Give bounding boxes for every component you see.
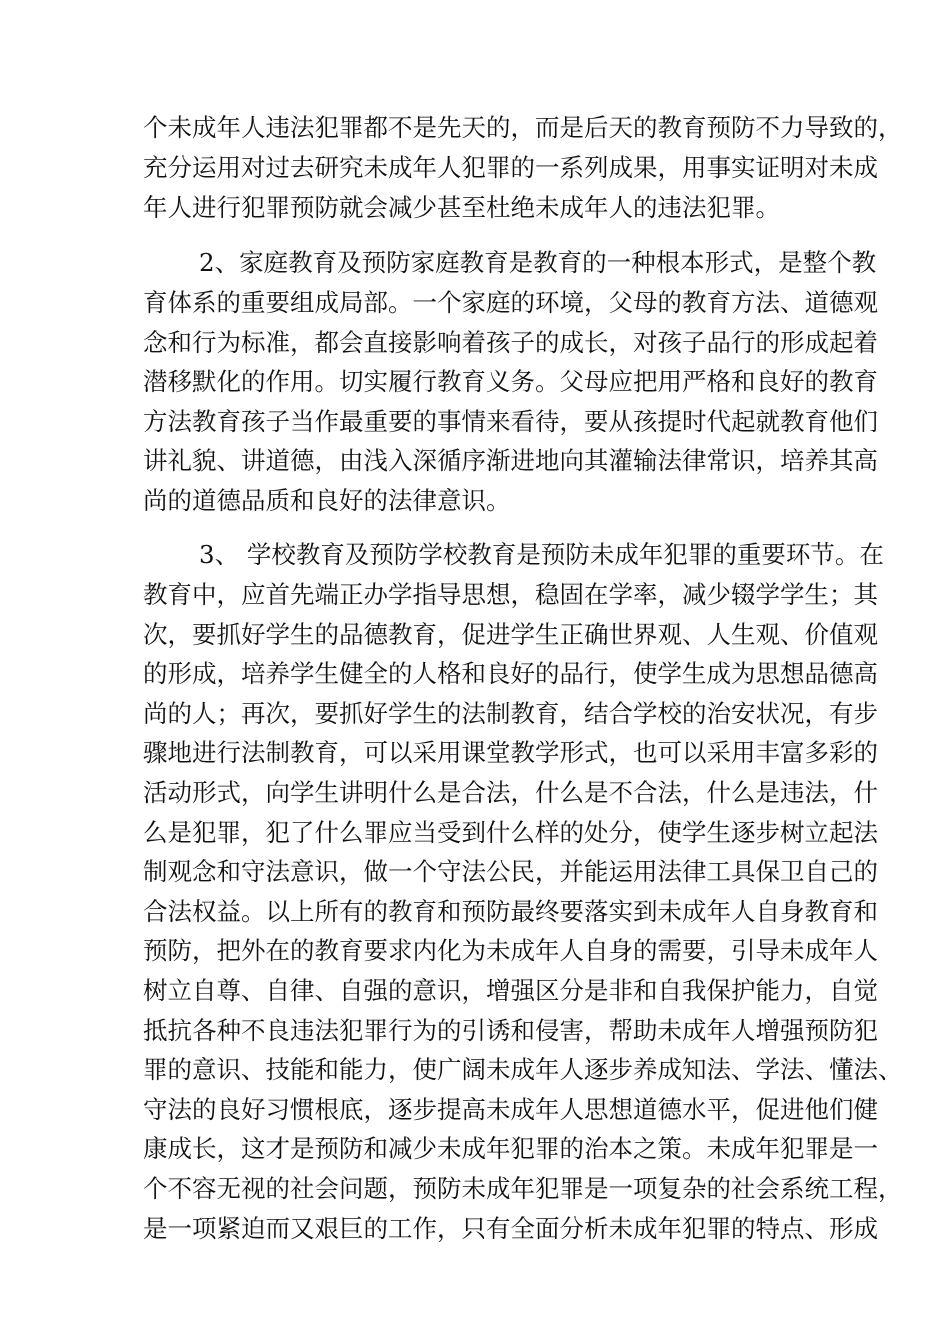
- paragraph-3-line-16: 康成长，这才是预防和减少未成年犯罪的治本之策。未成年犯罪是一: [143, 1134, 878, 1163]
- paragraph-3-line-14: 罪的意识、技能和能力，使广阔未成年人逐步养成知法、学法、懂法、: [143, 1055, 903, 1084]
- paragraph-3-line-11: 预防，把外在的教育要求内化为未成年人自身的需要，引导未成年人: [143, 936, 878, 965]
- paragraph-1-line-2: 充分运用对过去研究未成年人犯罪的一系列成果，用事实证明对未成: [143, 153, 878, 182]
- paragraph-3-line-4: 的形成，培养学生健全的人格和良好的品行，使学生成为思想品德高: [143, 659, 878, 688]
- paragraph-3-line-8: 么是犯罪，犯了什么罪应当受到什么样的处分，使学生逐步树立起法: [143, 818, 878, 847]
- paragraph-3-line-5: 尚的人；再次，要抓好学生的法制教育，结合学校的治安状况，有步: [143, 699, 878, 728]
- paragraph-1-line-3: 年人进行犯罪预防就会减少甚至杜绝未成年人的违法犯罪。: [143, 193, 780, 222]
- paragraph-3-line-13: 抵抗各种不良违法犯罪行为的引诱和侵害，帮助未成年人增强预防犯: [143, 1016, 878, 1045]
- paragraph-2-line-4: 潜移默化的作用。切实履行教育义务。父母应把用严格和良好的教育: [143, 367, 878, 396]
- paragraph-2-line-7: 尚的道德品质和良好的法律意识。: [143, 486, 511, 515]
- paragraph-3-line-15: 守法的良好习惯根底，逐步提高未成年人思想道德水平，促进他们健: [143, 1095, 878, 1124]
- paragraph-3-line-3: 次，要抓好学生的品德教育，促进学生正确世界观、人生观、价值观: [143, 620, 878, 649]
- paragraph-3-line-6: 骤地进行法制教育，可以采用课堂教学形式，也可以采用丰富多彩的: [143, 738, 878, 767]
- paragraph-2-line-1: 2、家庭教育及预防家庭教育是教育的一种根本形式，是整个教: [199, 248, 877, 277]
- paragraph-3-line-7: 活动形式，向学生讲明什么是合法，什么是不合法，什么是违法，什: [143, 778, 878, 807]
- paragraph-3-line-12: 树立自尊、自律、自强的意识，增强区分是非和自我保护能力，自觉: [143, 976, 878, 1005]
- paragraph-2-line-3: 念和行为标准，都会直接影响着孩子的成长，对孩子品行的形成起着: [143, 328, 878, 357]
- paragraph-2-line-5: 方法教育孩子当作最重要的事情来看待，要从孩提时代起就教育他们: [143, 407, 878, 436]
- paragraph-3-line-17: 个不容无视的社会问题，预防未成年犯罪是一项复杂的社会系统工程，: [143, 1174, 903, 1203]
- paragraph-3-line-1: 3、 学校教育及预防学校教育是预防未成年犯罪的重要环节。在: [199, 540, 884, 569]
- paragraph-3-line-10: 合法权益。以上所有的教育和预防最终要落实到未成年人自身教育和: [143, 897, 878, 926]
- paragraph-3-line-18: 是一项紧迫而又艰巨的工作，只有全面分析未成年犯罪的特点、形成: [143, 1214, 878, 1243]
- paragraph-2-line-6: 讲礼貌、讲道德，由浅入深循序渐进地向其灌输法律常识，培养其高: [143, 446, 878, 475]
- paragraph-3-line-2: 教育中，应首先端正办学指导思想，稳固在学率，减少辍学学生；其: [143, 580, 878, 609]
- paragraph-2-line-2: 育体系的重要组成局部。一个家庭的环境，父母的教育方法、道德观: [143, 288, 878, 317]
- paragraph-3-line-9: 制观念和守法意识，做一个守法公民，并能运用法律工具保卫自己的: [143, 857, 878, 886]
- paragraph-1-line-1: 个未成年人违法犯罪都不是先天的，而是后天的教育预防不力导致的，: [143, 113, 903, 142]
